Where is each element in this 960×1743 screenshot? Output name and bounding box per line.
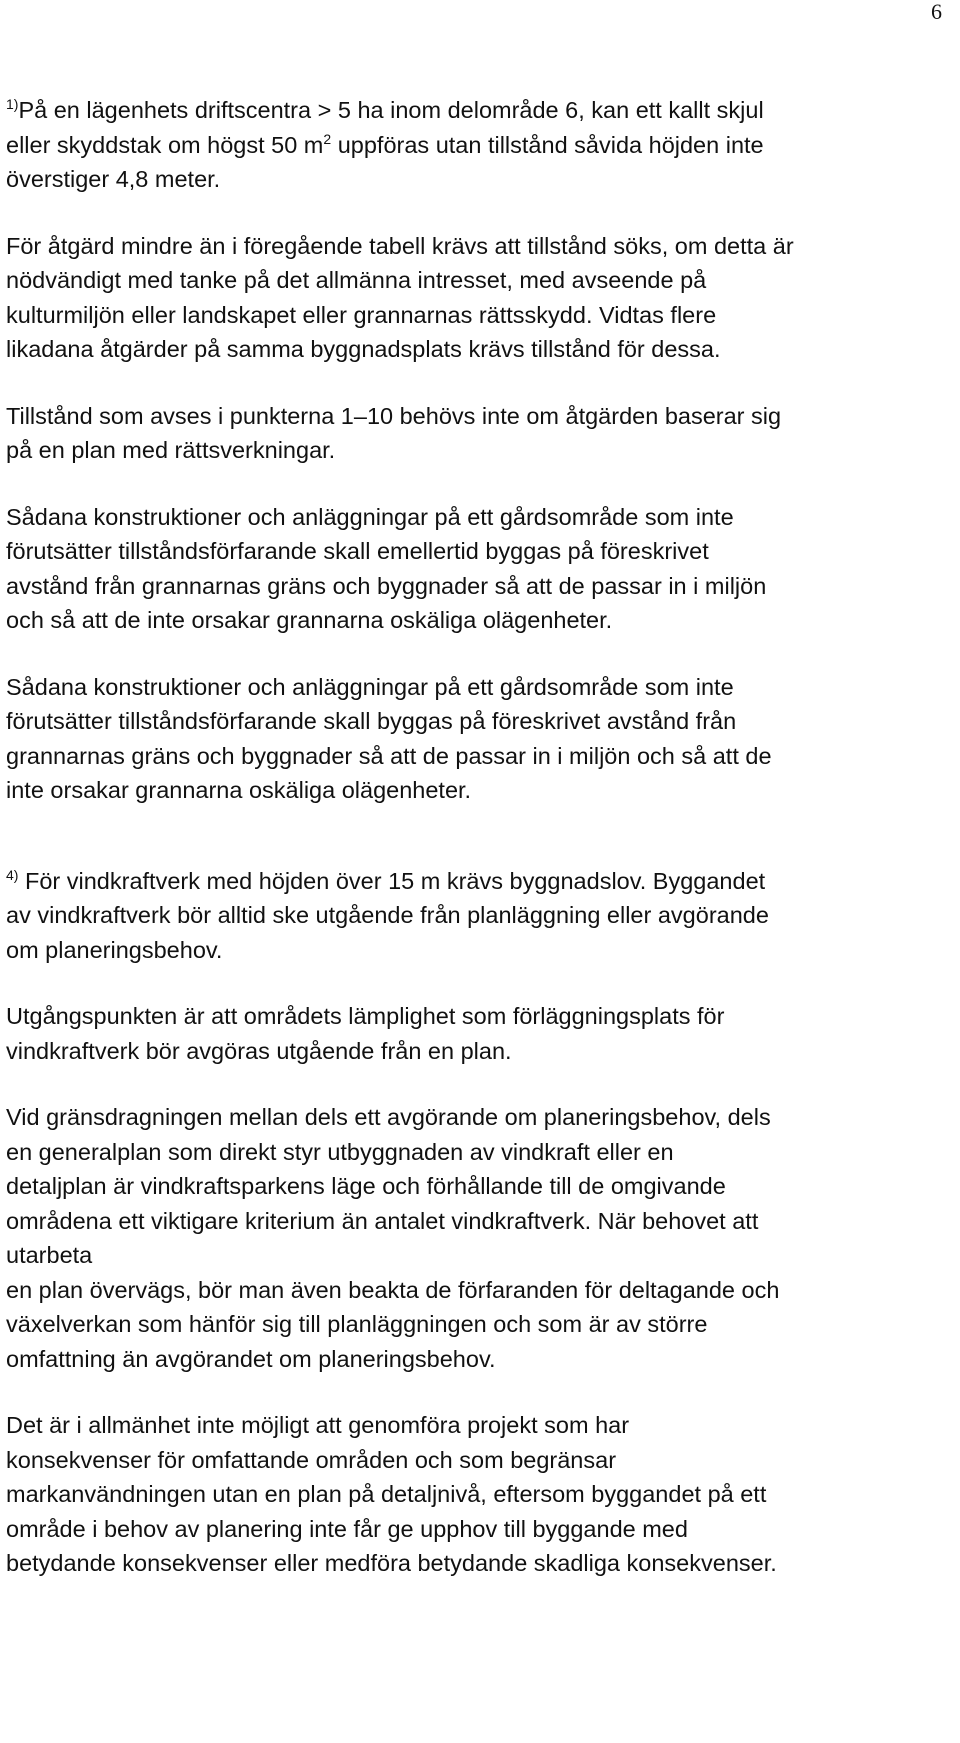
paragraph-spacer [6,468,946,500]
footnote-paragraph-4 [6,864,946,968]
page-number: 6 [931,0,942,24]
footnote-paragraph-1 [6,93,946,197]
paragraph-permit-requirement: För åtgärd mindre än i föregående tabell krävs att tillstånd söks, om detta är nödvändigt med tanke på det allmänna intresset, med avseende på kulturmiljön eller landskapet eller grannarnas rättsskydd. Vidtas flere likadana åtgärder på samma byggnadsplats krävs tillstånd för dessa. [6,232,794,362]
paragraph-planning-boundary: Vid gränsdragningen mellan dels ett avgörande om planeringsbehov, dels en generalplan som direkt styr utbyggnaden av vindkraft eller en detaljplan är vindkraftsparkens läge och förhållande till de omgivande områdena ett viktigare kriterium än antalet vindkraftverk. När behovet att utarbeta en plan övervägs, bör man även beakta de förfaranden för deltagande och växelverkan som hänför sig till planläggningen och som är av större omfattning än avgörandet om planeringsbehov. [6,1104,780,1372]
paragraph-yard-constructions-2: Sådana konstruktioner och anläggningar på ett gårdsområde som inte förutsätter tillståndsförfarande skall byggas på föreskrivet avstånd från grannarnas gräns och byggnader så att de passar in i miljön och så att de inte orsakar grannarna oskäliga olägenheter. [6,673,772,803]
paragraph-spacer [6,1068,946,1100]
paragraph-spacer [6,808,946,864]
footnote-marker-4: 4) [6,866,19,883]
footnote-1-text-b: uppföras utan tillstånd såvida höjden inte överstiger 4,8 meter. [6,131,764,192]
paragraph-spacer [6,367,946,399]
square-meter-superscript: 2 [323,130,332,147]
paragraph-yard-constructions-1: Sådana konstruktioner och anläggningar på ett gårdsområde som inte förutsätter tillståndsförfarande skall emellertid byggas på föreskrivet avstånd från grannarnas gräns och byggnader så att de passar in i miljön och så att de inte orsakar grannarna oskäliga olägenheter. [6,503,767,633]
paragraph-spacer [6,197,946,229]
document-body [6,93,946,1581]
footnote-1-text-a: På en lägenhets driftscentra > 5 ha inom delområde 6, kan ett kallt skjul eller skyddstak om högst 50 m [6,97,764,158]
paragraph-detailed-plan: Det är i allmänhet inte möjligt att genomföra projekt som har konsekvenser för omfattande områden och som begränsar markanvändningen utan en plan på detaljnivå, eftersom byggandet på ett område i behov av planering inte får ge upphov till byggande med betydande konsekvenser eller medföra betydande skadliga konsekvenser. [6,1412,777,1576]
paragraph-spacer [6,967,946,999]
footnote-4-text: För vindkraftverk med höjden över 15 m krävs byggnadslov. Byggandet av vindkraftverk bör alltid ske utgående från planläggning eller avgörande om planeringsbehov. [6,867,769,963]
paragraph-spacer [6,1376,946,1408]
footnote-marker-1: 1) [6,96,19,112]
paragraph-wind-power-location: Utgångspunkten är att områdets lämplighet som förläggningsplats för vindkraftverk bör avgöras utgående från en plan. [6,1003,725,1064]
paragraph-spacer [6,638,946,670]
paragraph-permit-exemption: Tillstånd som avses i punkterna 1–10 behövs inte om åtgärden baserar sig på en plan med rättsverkningar. [6,402,782,463]
